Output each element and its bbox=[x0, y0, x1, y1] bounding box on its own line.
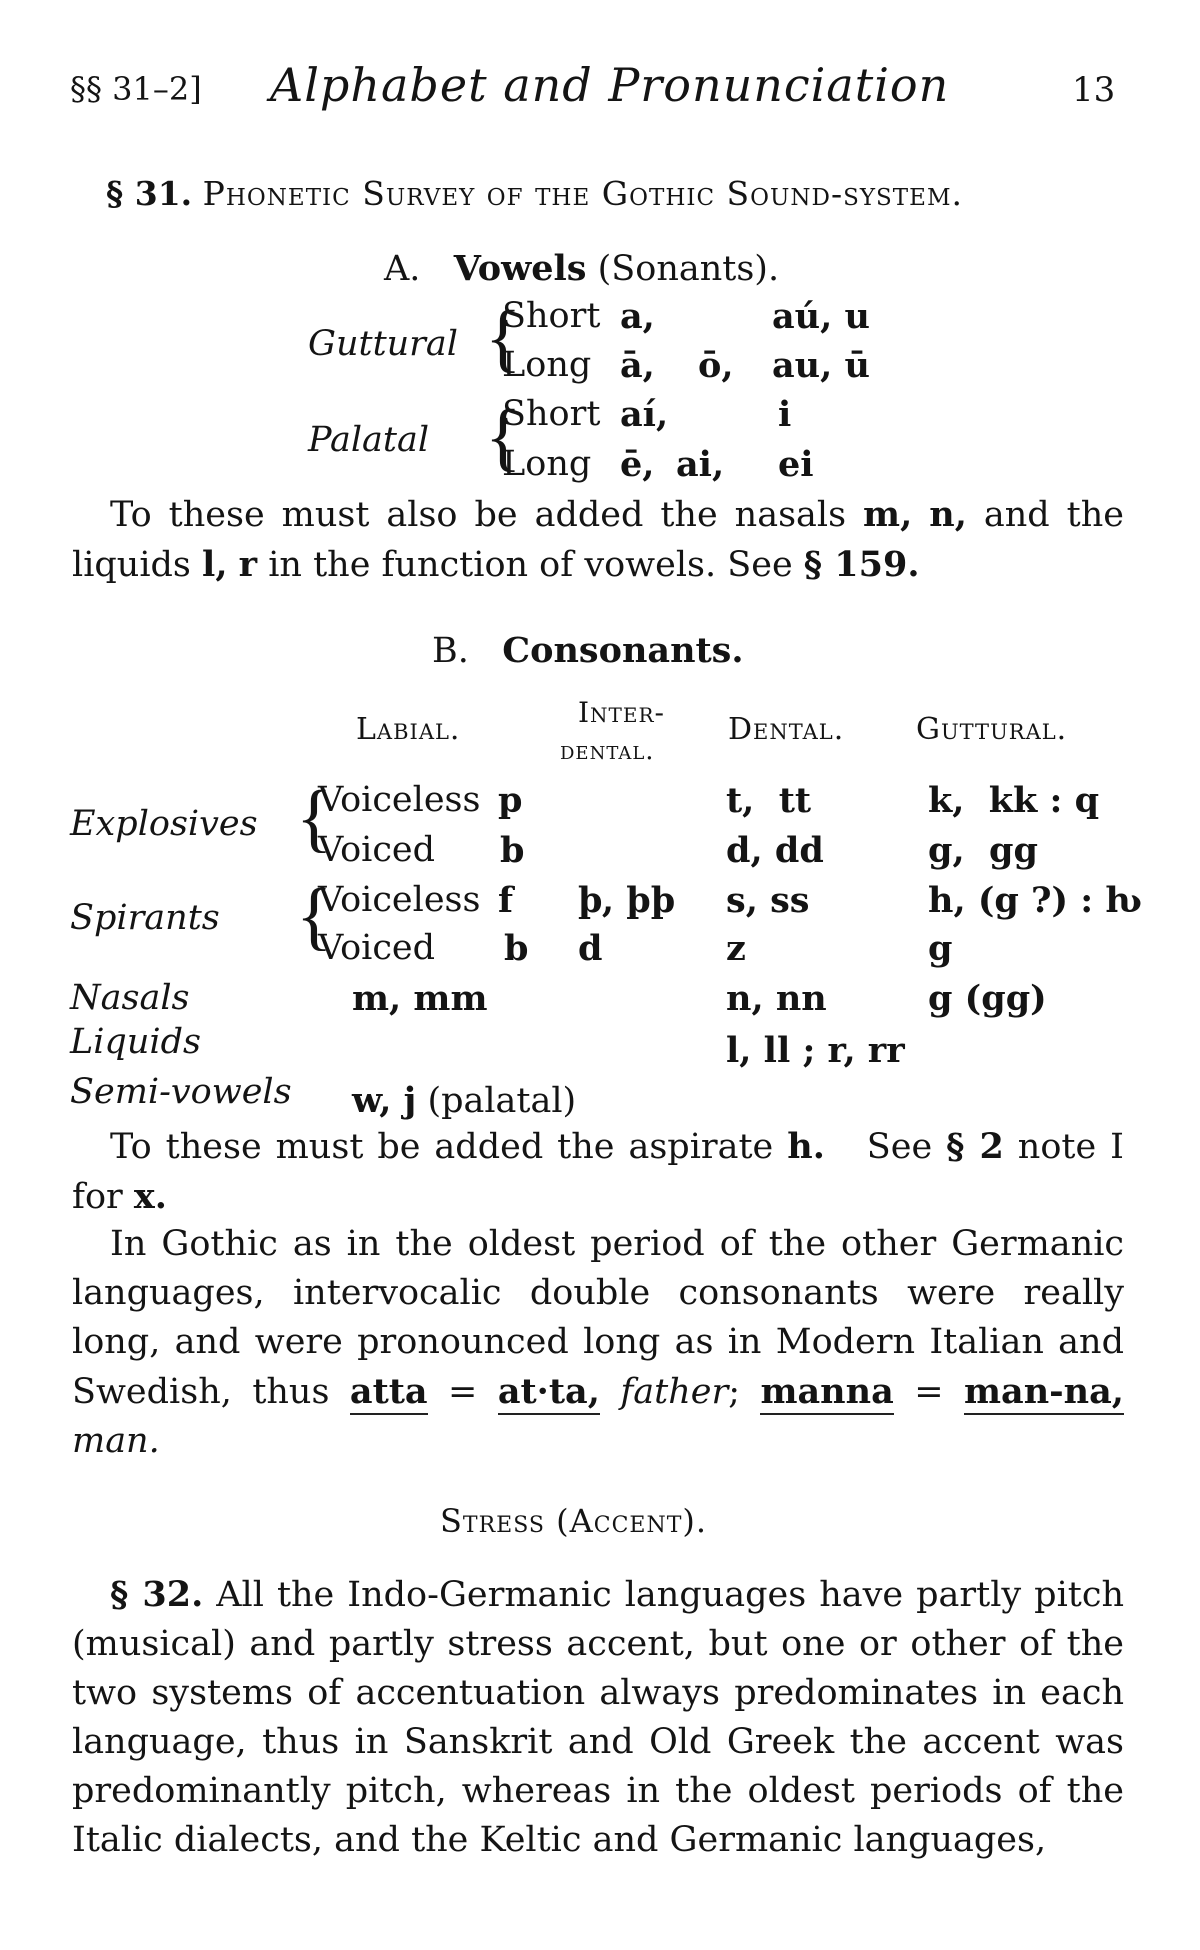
voiced-label: Voiced bbox=[318, 830, 436, 870]
row-label-spirants: Spirants bbox=[70, 898, 220, 938]
vowel-row-label: Long bbox=[502, 345, 592, 385]
row-label-explosives: Explosives bbox=[70, 804, 258, 844]
vowel-cell: au, ū bbox=[772, 345, 870, 386]
example-word: manna bbox=[760, 1371, 893, 1415]
brace-palatal: { bbox=[485, 395, 522, 479]
stress-heading: Stress (Accent). bbox=[440, 1502, 708, 1540]
semivowel-cell: w, j (palatal) bbox=[352, 1080, 577, 1121]
vowels-heading bbox=[384, 248, 779, 289]
vowel-row-label: Short bbox=[502, 296, 601, 336]
vowel-group-guttural: Guttural bbox=[308, 324, 458, 364]
col-header-interdental-1: Inter- bbox=[578, 696, 666, 729]
header-section-ref: §§ 31–2] bbox=[70, 70, 202, 108]
consonant-cell: h, (g ?) : ƕ bbox=[928, 880, 1142, 921]
cross-reference: § 2 bbox=[946, 1126, 1004, 1167]
consonant-cell: z bbox=[726, 928, 746, 969]
vowel-cell: ei bbox=[778, 444, 814, 485]
vowel-cell: aí, bbox=[620, 394, 669, 435]
consonant-cell: g, gg bbox=[928, 830, 1038, 871]
voiceless-label: Voiceless bbox=[318, 880, 481, 920]
consonant-cell: g bbox=[928, 928, 953, 969]
double-consonant-paragraph: In Gothic as in the oldest period of the other Germanic languages, intervocalic double consonants were really long, and were pronounced long as in Modern Italian and Swedish, thus atta = at·ta, father; manna = man-na, man. bbox=[72, 1224, 1124, 1461]
consonant-cell: l, ll ; r, rr bbox=[726, 1030, 905, 1071]
consonant-cell: m, mm bbox=[352, 978, 488, 1019]
consonant-cell: k, kk : q bbox=[928, 780, 1100, 821]
vowels-paren: (Sonants). bbox=[597, 249, 780, 289]
vowel-cell: a, bbox=[620, 296, 655, 337]
vowel-cell: ā, bbox=[620, 345, 655, 386]
row-label-liquids: Liquids bbox=[70, 1022, 201, 1062]
consonant-cell: þ, þþ bbox=[578, 880, 676, 921]
section-32-paragraph: § 32. All the Indo-Germanic languages have partly pitch (musical) and partly stress accent, but one or other of the two systems of accentuation always predominates in each language, thus in Sanskrit and Old Greek the accent was predominantly pitch, whereas in the oldest periods of the Italic dialects, and the Keltic and Germanic languages, bbox=[72, 1574, 1124, 1860]
vowel-cell: ō, bbox=[698, 345, 734, 386]
voiced-label: Voiced bbox=[318, 928, 436, 968]
brace-explosives: { bbox=[296, 776, 333, 860]
vowel-group-palatal: Palatal bbox=[308, 420, 430, 460]
vowel-row-label: Long bbox=[502, 444, 592, 484]
consonant-cell: p bbox=[498, 780, 523, 821]
vowel-cell: ai, bbox=[676, 444, 725, 485]
section-31-title: Phonetic Survey of the Gothic Sound-system. bbox=[202, 174, 963, 213]
voiceless-label: Voiceless bbox=[318, 780, 481, 820]
vowel-cell: aú, u bbox=[772, 296, 870, 337]
consonant-cell: d, dd bbox=[726, 830, 824, 871]
consonants-letter: B. bbox=[432, 631, 469, 671]
vowel-cell: i bbox=[778, 394, 792, 435]
example-split: at·ta, bbox=[498, 1371, 600, 1415]
section-32-number: § 32. bbox=[110, 1574, 204, 1615]
brace-guttural: { bbox=[485, 296, 522, 380]
consonant-cell: s, ss bbox=[726, 880, 810, 921]
aspirate-note: To these must be added the aspirate h. See § 2 note I for x. bbox=[72, 1126, 1124, 1217]
col-header-guttural: Guttural. bbox=[916, 712, 1068, 747]
col-header-labial: Labial. bbox=[356, 712, 461, 747]
example-split: man-na, bbox=[964, 1371, 1124, 1415]
consonant-cell: n, nn bbox=[726, 978, 827, 1019]
vowels-word: Vowels bbox=[453, 248, 587, 289]
vowel-row-label: Short bbox=[502, 394, 601, 434]
page-number: 13 bbox=[1072, 70, 1116, 110]
consonants-word: Consonants. bbox=[502, 630, 744, 671]
col-header-dental: Dental. bbox=[728, 712, 845, 747]
vowel-cell: ē, bbox=[620, 444, 655, 485]
row-label-nasals: Nasals bbox=[70, 978, 190, 1018]
vowel-note: To these must also be added the nasals m, n, and the liquids l, r in the function of vowels. See § 159. bbox=[72, 494, 1124, 585]
consonant-cell: b bbox=[500, 830, 525, 871]
header-title: Alphabet and Pronunciation bbox=[270, 58, 950, 112]
consonant-cell: d bbox=[578, 928, 603, 969]
section-31-number: § 31. bbox=[106, 174, 193, 213]
consonant-cell: b bbox=[504, 928, 529, 969]
consonants-heading bbox=[432, 630, 744, 671]
consonant-cell: f bbox=[498, 880, 514, 921]
consonant-cell: g (gg) bbox=[928, 978, 1047, 1019]
brace-spirants: { bbox=[296, 874, 333, 958]
cross-reference: § 159. bbox=[803, 544, 920, 585]
row-label-semivowels: Semi-vowels bbox=[70, 1072, 292, 1112]
vowels-letter: A. bbox=[384, 249, 421, 289]
section-31-heading bbox=[106, 174, 963, 213]
consonant-cell: t, tt bbox=[726, 780, 812, 821]
col-header-interdental-2: dental. bbox=[560, 736, 655, 766]
example-word: atta bbox=[350, 1371, 428, 1415]
